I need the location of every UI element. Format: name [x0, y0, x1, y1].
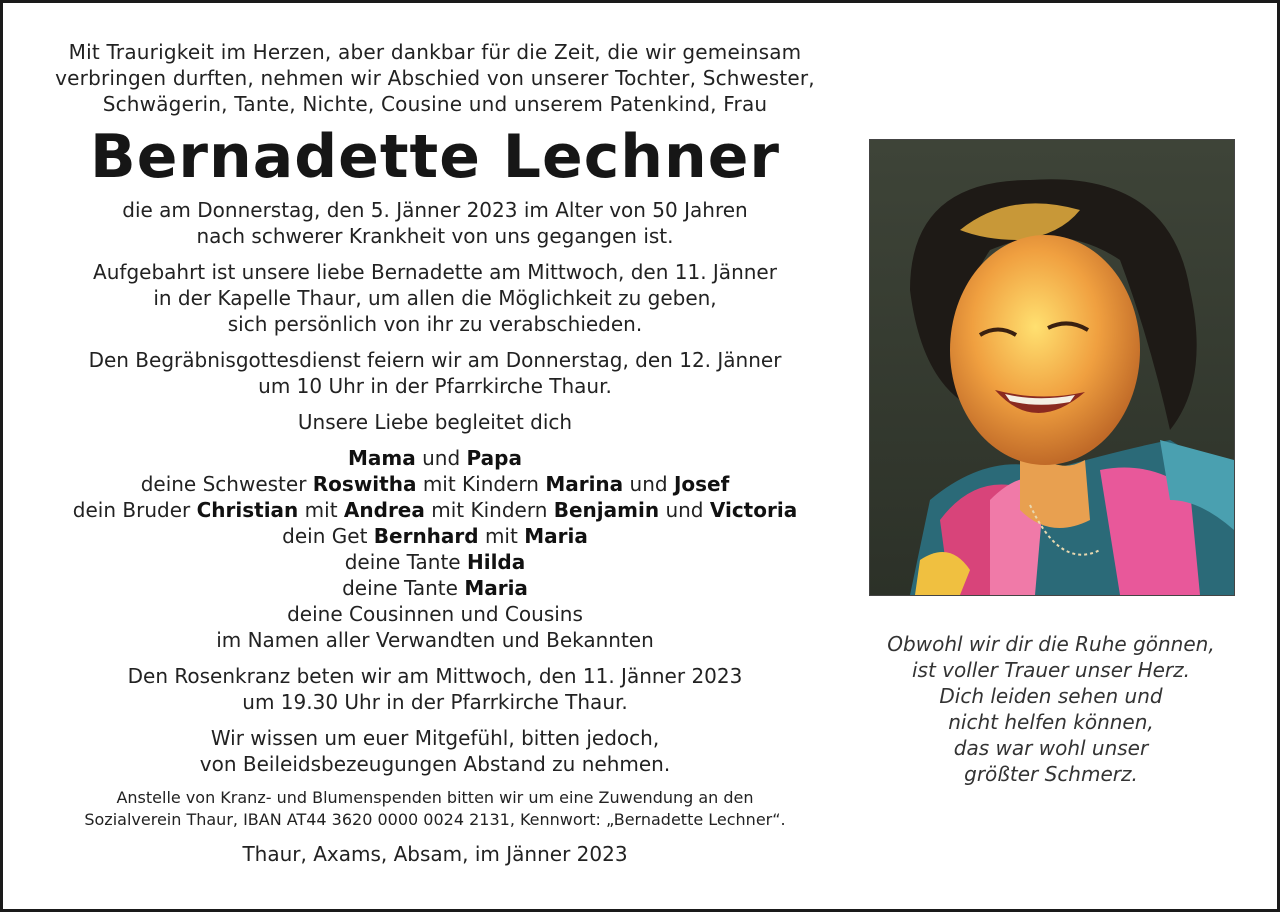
- viewing-line: in der Kapelle Thaur, um allen die Möglichkeit zu geben,: [153, 286, 717, 310]
- death-line: die am Donnerstag, den 5. Jänner 2023 im Alter von 50 Jahren: [122, 198, 748, 222]
- funeral-notice: [33, 347, 837, 399]
- love-line: Unsere Liebe begleitet dich: [297, 410, 573, 434]
- family-name: Bernhard: [373, 524, 479, 548]
- poem-line: nicht helfen können,: [948, 710, 1154, 734]
- condolence-line: von Beileidsbezeugungen Abstand zu nehmen.: [199, 752, 671, 776]
- family-text: dein Bruder: [72, 498, 191, 522]
- family-line-godfather: [33, 523, 837, 549]
- family-text: und: [665, 498, 704, 522]
- portrait-illustration: [870, 140, 1234, 595]
- family-line-aunt: [33, 575, 837, 601]
- family-text: deine Schwester: [140, 472, 307, 496]
- deceased-name: Bernadette Lechner: [89, 122, 780, 192]
- family-line-sister: [33, 471, 837, 497]
- family-name: Christian: [196, 498, 299, 522]
- family-name: Hilda: [466, 550, 526, 574]
- family-line-cousins: deine Cousinnen und Cousins: [287, 602, 583, 626]
- viewing-notice: [33, 259, 837, 337]
- poem-line: ist voller Trauer unser Herz.: [911, 658, 1191, 682]
- donation-line: Sozialverein Thaur, IBAN AT44 3620 0000 0024 2131, Kennwort: „Bernadette Lechner“.: [84, 810, 786, 829]
- family-name: Marina: [545, 472, 624, 496]
- condolence-line: Wir wissen um euer Mitgefühl, bitten jedoch,: [210, 726, 660, 750]
- poem-line: größter Schmerz.: [964, 762, 1138, 786]
- poem-line: das war wohl unser: [953, 736, 1149, 760]
- funeral-line: Den Begräbnisgottesdienst feiern wir am Donnerstag, den 12. Jänner: [88, 348, 782, 372]
- family-name: Papa: [466, 446, 522, 470]
- family-name: Josef: [673, 472, 730, 496]
- family-name: Roswitha: [312, 472, 417, 496]
- family-text: dein Get: [282, 524, 368, 548]
- portrait-photo: [869, 139, 1235, 596]
- intro-line: verbringen durften, nehmen wir Abschied von unserer Tochter, Schwester,: [55, 66, 815, 90]
- intro-line: Schwägerin, Tante, Nichte, Cousine und unserem Patenkind, Frau: [102, 92, 768, 116]
- family-name: Benjamin: [553, 498, 660, 522]
- donation-line: Anstelle von Kranz- und Blumenspenden bitten wir um eine Zuwendung an den: [116, 788, 754, 807]
- family-list: [33, 445, 837, 653]
- family-text: und: [629, 472, 668, 496]
- family-name: Maria: [524, 524, 588, 548]
- funeral-line: um 10 Uhr in der Pfarrkirche Thaur.: [258, 374, 612, 398]
- death-line: nach schwerer Krankheit von uns gegangen ist.: [196, 224, 674, 248]
- memorial-poem: [867, 631, 1235, 787]
- family-text: deine Tante: [344, 550, 461, 574]
- family-line-parents: [33, 445, 837, 471]
- intro-text: [33, 39, 837, 117]
- death-notice: [33, 197, 837, 249]
- place-date: Thaur, Axams, Absam, im Jänner 2023: [242, 842, 628, 866]
- rosary-notice: [33, 663, 837, 715]
- family-name: Andrea: [343, 498, 425, 522]
- family-line-brother: [33, 497, 837, 523]
- condolence-notice: [33, 725, 837, 777]
- obituary-text: [33, 39, 837, 867]
- family-line-relatives: im Namen aller Verwandten und Bekannten: [216, 628, 654, 652]
- family-text: mit Kindern: [422, 472, 539, 496]
- family-line-aunt: [33, 549, 837, 575]
- family-text: mit: [304, 498, 338, 522]
- poem-line: Obwohl wir dir die Ruhe gönnen,: [887, 632, 1215, 656]
- poem-line: Dich leiden sehen und: [939, 684, 1163, 708]
- intro-line: Mit Traurigkeit im Herzen, aber dankbar für die Zeit, die wir gemeinsam: [68, 40, 802, 64]
- family-text: und: [422, 446, 461, 470]
- family-name: Mama: [348, 446, 416, 470]
- rosary-line: um 19.30 Uhr in der Pfarrkirche Thaur.: [242, 690, 628, 714]
- rosary-line: Den Rosenkranz beten wir am Mittwoch, den 11. Jänner 2023: [127, 664, 743, 688]
- family-text: mit: [484, 524, 518, 548]
- family-name: Maria: [464, 576, 528, 600]
- viewing-line: Aufgebahrt ist unsere liebe Bernadette am Mittwoch, den 11. Jänner: [93, 260, 777, 284]
- donation-notice: [33, 787, 837, 831]
- family-text: deine Tante: [342, 576, 458, 600]
- family-text: mit Kindern: [431, 498, 548, 522]
- viewing-line: sich persönlich von ihr zu verabschieden.: [227, 312, 643, 336]
- family-name: Victoria: [709, 498, 798, 522]
